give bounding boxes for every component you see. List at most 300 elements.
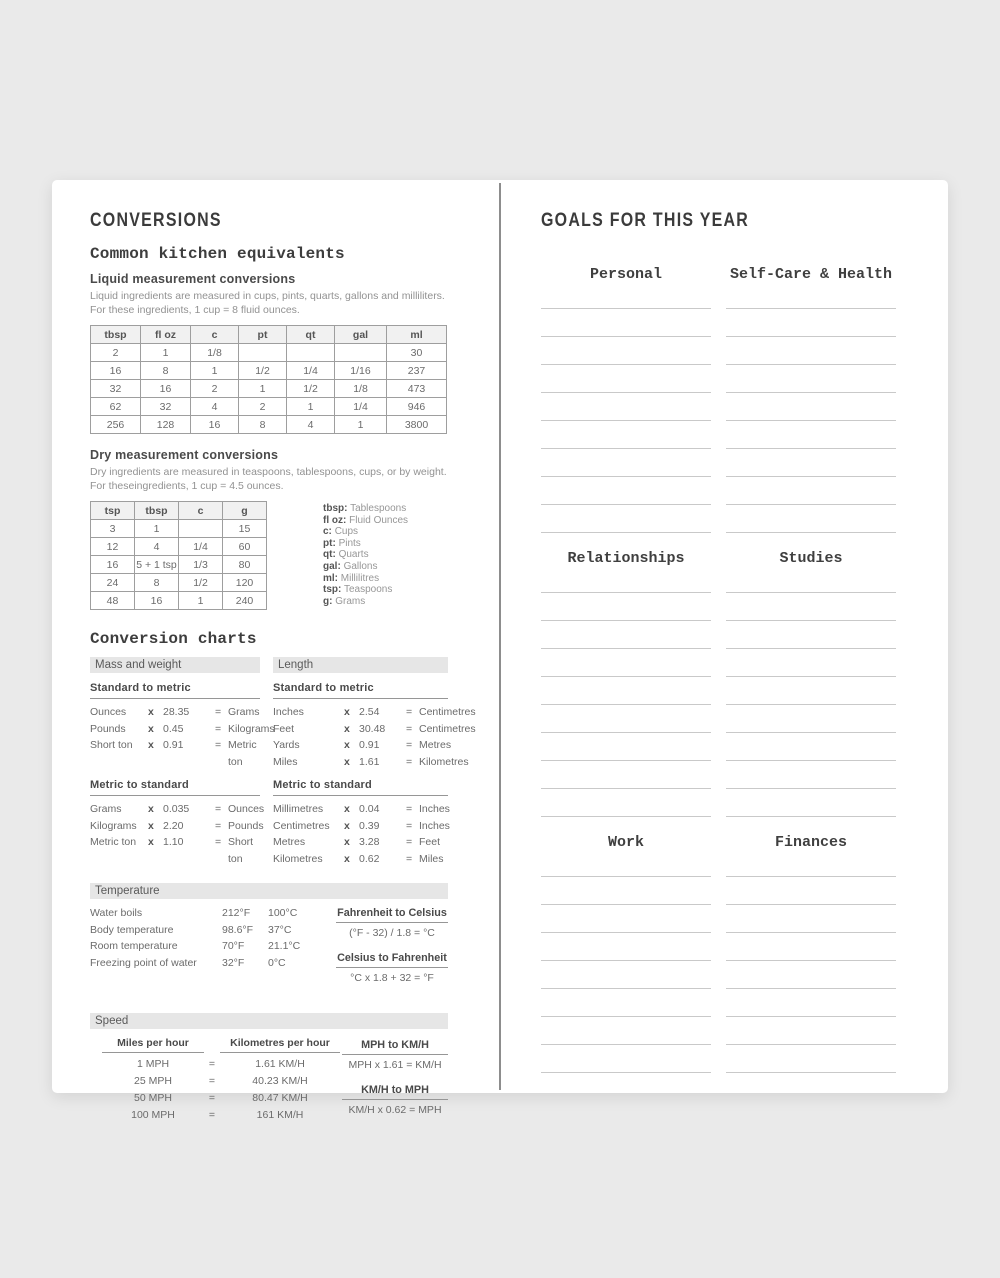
table-cell: 2 (191, 380, 239, 398)
table-cell: 32 (91, 380, 141, 398)
legend-meaning: Cups (334, 526, 359, 538)
equals-operator: = (406, 836, 413, 848)
legend-meaning: Millilitres (340, 572, 380, 584)
ruled-line (541, 849, 711, 877)
page-title: CONVERSIONS (90, 210, 222, 231)
conversion-from: Grams (90, 803, 122, 815)
chart-column-bar: Length (273, 657, 448, 673)
conversion-from: Pounds (90, 722, 126, 735)
table-cell: 1/4 (179, 538, 223, 556)
table-header-cell: fl oz (141, 326, 191, 344)
table-header-cell: qt (287, 326, 335, 344)
legend-item (323, 526, 408, 538)
table-cell: 16 (141, 380, 191, 398)
ruled-line (541, 705, 711, 733)
temperature-bar: Temperature (90, 883, 448, 899)
multiply-operator: x (148, 836, 154, 848)
ruled-line (541, 761, 711, 789)
equals-operator: = (406, 803, 413, 815)
conversion-row (273, 834, 448, 851)
table-cell: 12 (91, 538, 135, 556)
goal-section-title: Self-Care & Health (729, 266, 893, 283)
table-cell: 80 (223, 556, 267, 574)
table-header-cell: tbsp (91, 326, 141, 344)
table-header-row (91, 326, 447, 344)
table-cell: 1 (239, 380, 287, 398)
goals-grid (541, 268, 912, 1073)
temperature-fahrenheit: 70°F (222, 940, 245, 952)
table-cell: 60 (223, 538, 267, 556)
conversion-group (90, 682, 275, 770)
conversion-from: Millimetres (273, 803, 324, 815)
multiply-operator: x (148, 722, 154, 735)
equals-operator: = (406, 755, 413, 768)
table-cell: 240 (223, 592, 267, 610)
ruled-line (541, 649, 711, 677)
ruled-line (726, 849, 896, 877)
conversion-from: Yards (273, 739, 300, 751)
ruled-line (541, 421, 711, 449)
ruled-line (541, 593, 711, 621)
speed-equals: = (208, 1092, 216, 1104)
table-cell: 946 (387, 398, 447, 416)
table-cell: 256 (91, 416, 141, 434)
ruled-line (726, 505, 896, 533)
formula-title: Celsius to Fahrenheit (336, 952, 448, 968)
table-cell (335, 344, 387, 362)
speed-kmh: 40.23 KM/H (252, 1075, 308, 1087)
temperature-rows (90, 905, 330, 997)
speed-mph: 100 MPH (131, 1109, 175, 1121)
legend-meaning: Teaspoons (343, 584, 393, 596)
formula-box (342, 1084, 448, 1116)
goal-section (541, 552, 711, 817)
table-cell: 32 (141, 398, 191, 416)
temperature-label: Body temperature (90, 923, 174, 936)
goal-section-title: Work (607, 834, 644, 851)
formula-text: MPH x 1.61 = KM/H (348, 1059, 442, 1071)
conversion-to: Inches (419, 819, 450, 832)
table-header-cell: gal (335, 326, 387, 344)
temperature-row (90, 905, 330, 922)
conversion-from: Short ton (90, 739, 133, 751)
conversion-row (90, 834, 260, 867)
speed-content (90, 1037, 448, 1129)
formula-text: °C x 1.8 + 32 = °F (350, 972, 434, 984)
ruled-line (541, 309, 711, 337)
multiply-operator: x (344, 739, 350, 751)
table-row (91, 398, 447, 416)
goal-section-title: Relationships (567, 550, 685, 567)
table-cell: 8 (239, 416, 287, 434)
conversion-factor: 28.35 (163, 706, 190, 718)
dry-desc-line2: For theseingredients, 1 cup = 4.5 ounces. (90, 480, 284, 492)
formula-text: KM/H x 0.62 = MPH (348, 1104, 442, 1116)
ruled-line (726, 761, 896, 789)
goal-section (541, 836, 711, 1073)
conversion-row (273, 704, 476, 721)
multiply-operator: x (344, 819, 350, 832)
ruled-line (726, 649, 896, 677)
ruled-line (541, 733, 711, 761)
chart-column-bar: Mass and weight (90, 657, 260, 673)
conversion-group-heading: Standard to metric (273, 682, 448, 699)
temperature-fahrenheit: 212°F (222, 907, 251, 919)
goal-section-title: Personal (589, 266, 662, 283)
liquid-desc-line1: Liquid ingredients are measured in cups, pints, quarts, gallons and milliliters. (90, 290, 445, 302)
legend-abbr: fl oz: (323, 514, 347, 526)
conversion-row (273, 851, 448, 868)
ruled-line (541, 393, 711, 421)
conversion-factor: 0.91 (359, 739, 380, 751)
conversion-from: Miles (273, 755, 298, 768)
conversion-from: Feet (273, 722, 295, 735)
formula-box (336, 907, 448, 939)
temperature-label: Room temperature (90, 940, 178, 952)
legend-abbr: tsp: (323, 584, 342, 596)
page-goals (541, 210, 912, 1073)
table-cell: 16 (91, 362, 141, 380)
speed-kmh: 1.61 KM/H (255, 1058, 305, 1070)
legend-abbr: c: (323, 526, 332, 538)
speed-table (102, 1037, 340, 1129)
table-header-cell: tbsp (135, 502, 179, 520)
conversion-factor: 2.20 (163, 819, 184, 832)
ruled-line (726, 309, 896, 337)
speed-row (102, 1056, 340, 1073)
speed-row (102, 1090, 340, 1107)
conversion-row (273, 818, 448, 835)
ruled-line (541, 337, 711, 365)
table-cell: 1 (135, 520, 179, 538)
equals-operator: = (215, 803, 222, 815)
ruled-line (541, 477, 711, 505)
equals-operator: = (215, 819, 222, 832)
table-cell: 4 (191, 398, 239, 416)
conversion-from: Metres (273, 836, 306, 848)
table-cell: 16 (135, 592, 179, 610)
ruled-line (541, 281, 711, 309)
goal-section (541, 268, 711, 533)
ruled-line (726, 905, 896, 933)
conversion-row (90, 721, 275, 738)
speed-row (102, 1073, 340, 1090)
speed-formulas (342, 1039, 448, 1129)
ruled-line (541, 789, 711, 817)
table-header-cell: g (223, 502, 267, 520)
table-cell: 8 (135, 574, 179, 592)
conversion-factor: 0.39 (359, 819, 380, 832)
conversion-to: Metres (419, 739, 452, 751)
table-cell: 128 (141, 416, 191, 434)
equals-operator: = (215, 739, 222, 751)
ruled-line (726, 705, 896, 733)
conversion-to: Centimetres (419, 706, 476, 718)
goal-section (726, 836, 896, 1073)
speed-equals: = (208, 1109, 216, 1121)
conversion-group-heading: Metric to standard (273, 779, 448, 796)
table-cell (239, 344, 287, 362)
table-cell: 16 (91, 556, 135, 574)
speed-header-gap (204, 1037, 220, 1053)
conversion-factor: 3.28 (359, 836, 380, 848)
legend-item (323, 596, 408, 608)
conversion-to: Inches (419, 803, 450, 815)
temperature-celsius: 21.1°C (268, 940, 301, 952)
temperature-section (90, 883, 448, 997)
page-conversions (90, 210, 476, 1129)
table-row (91, 574, 267, 592)
dry-desc-line1: Dry ingredients are measured in teaspoons, tablespoons, cups, or by weight. (90, 466, 447, 478)
conversion-from: Ounces (90, 706, 127, 718)
conversion-factor: 0.91 (163, 739, 184, 751)
book-spine (499, 183, 501, 1090)
legend-abbr: pt: (323, 537, 336, 549)
speed-section (90, 1013, 448, 1129)
multiply-operator: x (344, 803, 350, 815)
conversion-to: Short ton (228, 836, 254, 865)
formula-title: Fahrenheit to Celsius (336, 907, 448, 923)
legend-abbr: qt: (323, 549, 336, 561)
equals-operator: = (215, 722, 222, 735)
conversion-from: Centimetres (273, 819, 330, 832)
ruled-line (726, 593, 896, 621)
ruled-line (726, 477, 896, 505)
equals-operator: = (406, 819, 413, 832)
temperature-row (90, 955, 330, 972)
table-row (91, 538, 267, 556)
legend-abbr: g: (323, 595, 333, 607)
mph-column-header: Miles per hour (102, 1037, 204, 1053)
ruled-line (726, 393, 896, 421)
conversion-factor: 0.62 (359, 852, 380, 865)
legend-item (323, 515, 408, 527)
equals-operator: = (406, 852, 413, 865)
table-cell: 1 (335, 416, 387, 434)
legend-item (323, 561, 408, 573)
conversion-row (273, 754, 469, 771)
table-cell: 16 (191, 416, 239, 434)
table-cell: 120 (223, 574, 267, 592)
kitchen-equivalents-heading: Common kitchen equivalents (90, 245, 345, 263)
planner-spread (52, 180, 948, 1121)
speed-mph: 1 MPH (136, 1058, 170, 1070)
ruled-line (541, 989, 711, 1017)
table-cell: 1/3 (179, 556, 223, 574)
table-cell: 62 (91, 398, 141, 416)
formula-box (342, 1039, 448, 1071)
ruled-line (726, 933, 896, 961)
table-header-cell: pt (239, 326, 287, 344)
conversion-group (90, 779, 265, 867)
conversion-from: Inches (273, 706, 304, 718)
speed-equals: = (208, 1058, 216, 1070)
table-cell: 237 (387, 362, 447, 380)
ruled-line (541, 365, 711, 393)
conversion-from: Kilograms (90, 819, 137, 832)
legend-meaning: Tablespoons (350, 503, 407, 514)
conversion-from: Metric ton (90, 836, 137, 848)
conversion-to: Metric ton (228, 739, 257, 768)
conversion-factor: 30.48 (359, 722, 386, 735)
goal-section-title: Finances (774, 834, 847, 851)
ruled-line (541, 905, 711, 933)
temperature-celsius: 100°C (268, 907, 298, 919)
formula-title: MPH to KM/H (342, 1039, 448, 1055)
conversion-group-heading: Metric to standard (90, 779, 260, 796)
temperature-content (90, 905, 448, 997)
legend-abbr: gal: (323, 560, 341, 572)
table-cell: 1/2 (239, 362, 287, 380)
ruled-line (726, 337, 896, 365)
dry-table-row (90, 493, 448, 610)
table-cell: 1 (179, 592, 223, 610)
multiply-operator: x (148, 739, 154, 751)
table-cell: 1/16 (335, 362, 387, 380)
ruled-line (541, 961, 711, 989)
ruled-line (541, 565, 711, 593)
table-cell: 5 + 1 tsp (135, 556, 179, 574)
ruled-line (726, 421, 896, 449)
legend-item (323, 584, 408, 596)
multiply-operator: x (148, 819, 154, 832)
temperature-celsius: 0°C (268, 956, 286, 969)
table-row (91, 380, 447, 398)
conversion-group (273, 682, 476, 770)
table-cell (287, 344, 335, 362)
conversion-row (90, 737, 260, 770)
table-row (91, 344, 447, 362)
legend-meaning: Fluid Ounces (349, 514, 409, 526)
legend-abbr: ml: (323, 572, 338, 584)
speed-equals: = (208, 1075, 216, 1087)
table-header-cell: ml (387, 326, 447, 344)
temperature-celsius: 37°C (268, 923, 292, 936)
table-cell: 3 (91, 520, 135, 538)
temperature-row (90, 938, 330, 955)
conversion-charts-heading: Conversion charts (90, 630, 257, 648)
conversion-group-heading: Standard to metric (90, 682, 260, 699)
liquid-table (90, 325, 447, 434)
speed-kmh: 80.47 KM/H (252, 1092, 308, 1104)
ruled-line (541, 505, 711, 533)
speed-table-rows (102, 1056, 340, 1124)
speed-mph: 50 MPH (134, 1092, 172, 1104)
table-header-cell: tsp (91, 502, 135, 520)
table-header-row (91, 502, 267, 520)
dry-description (90, 465, 448, 493)
ruled-line (726, 281, 896, 309)
temperature-label: Freezing point of water (90, 956, 197, 969)
table-cell: 1/4 (287, 362, 335, 380)
multiply-operator: x (148, 706, 154, 718)
equals-operator: = (215, 836, 222, 848)
goal-section (726, 552, 896, 817)
legend-meaning: Pints (338, 537, 361, 549)
table-cell: 4 (135, 538, 179, 556)
multiply-operator: x (344, 706, 350, 718)
conversion-to: Miles (419, 852, 444, 865)
conversion-group (273, 779, 448, 867)
table-cell: 1/4 (335, 398, 387, 416)
table-cell: 2 (239, 398, 287, 416)
ruled-line (726, 1045, 896, 1073)
conversion-row (273, 737, 452, 754)
table-cell: 473 (387, 380, 447, 398)
temperature-row (90, 922, 330, 939)
equals-operator: = (406, 739, 413, 751)
conversion-factor: 2.54 (359, 706, 380, 718)
table-cell: 3800 (387, 416, 447, 434)
table-cell: 1 (141, 344, 191, 362)
conversion-factor: 1.61 (359, 755, 380, 768)
table-row (91, 362, 447, 380)
goal-section (726, 268, 896, 533)
conversion-charts-grid (90, 657, 476, 867)
table-cell: 24 (91, 574, 135, 592)
liquid-heading: Liquid measurement conversions (90, 272, 296, 286)
table-cell: 2 (91, 344, 141, 362)
conversion-factor: 0.45 (163, 722, 184, 735)
formula-title: KM/H to MPH (342, 1084, 448, 1100)
speed-table-header (102, 1037, 340, 1053)
table-cell: 1 (191, 362, 239, 380)
table-cell: 15 (223, 520, 267, 538)
speed-mph: 25 MPH (134, 1075, 172, 1087)
legend-item (323, 549, 408, 561)
table-row (91, 416, 447, 434)
legend-item (323, 573, 408, 585)
conversion-to: Centimetres (419, 722, 476, 735)
conversion-factor: 0.035 (163, 803, 190, 815)
table-cell: 4 (287, 416, 335, 434)
conversion-from: Kilometres (273, 852, 323, 865)
ruled-line (726, 365, 896, 393)
conversion-to: Feet (419, 836, 441, 848)
table-cell: 8 (141, 362, 191, 380)
temperature-fahrenheit: 98.6°F (222, 923, 254, 936)
speed-bar: Speed (90, 1013, 448, 1029)
ruled-line (726, 877, 896, 905)
formula-text: (°F - 32) / 1.8 = °C (349, 927, 435, 939)
goals-page-title: GOALS FOR THIS YEAR (541, 210, 750, 231)
legend-meaning: Grams (335, 595, 366, 607)
legend-meaning: Gallons (343, 560, 378, 572)
ruled-line (726, 621, 896, 649)
speed-row (102, 1107, 340, 1124)
ruled-line (726, 677, 896, 705)
conversion-to: Ounces (228, 803, 265, 815)
liquid-description (90, 289, 448, 317)
goal-section-title: Studies (779, 550, 843, 567)
conversion-row (90, 818, 264, 835)
table-cell: 1 (287, 398, 335, 416)
table-cell: 1/2 (287, 380, 335, 398)
legend-item (323, 538, 408, 550)
table-cell: 1/8 (335, 380, 387, 398)
table-cell: 1/8 (191, 344, 239, 362)
ruled-line (541, 933, 711, 961)
multiply-operator: x (344, 722, 350, 735)
ruled-line (726, 449, 896, 477)
ruled-line (726, 989, 896, 1017)
conversion-factor: 1.10 (163, 836, 184, 848)
ruled-line (541, 1017, 711, 1045)
dry-table (90, 501, 267, 610)
table-cell: 1/2 (179, 574, 223, 592)
equals-operator: = (406, 722, 413, 735)
temperature-label: Water boils (90, 907, 143, 919)
